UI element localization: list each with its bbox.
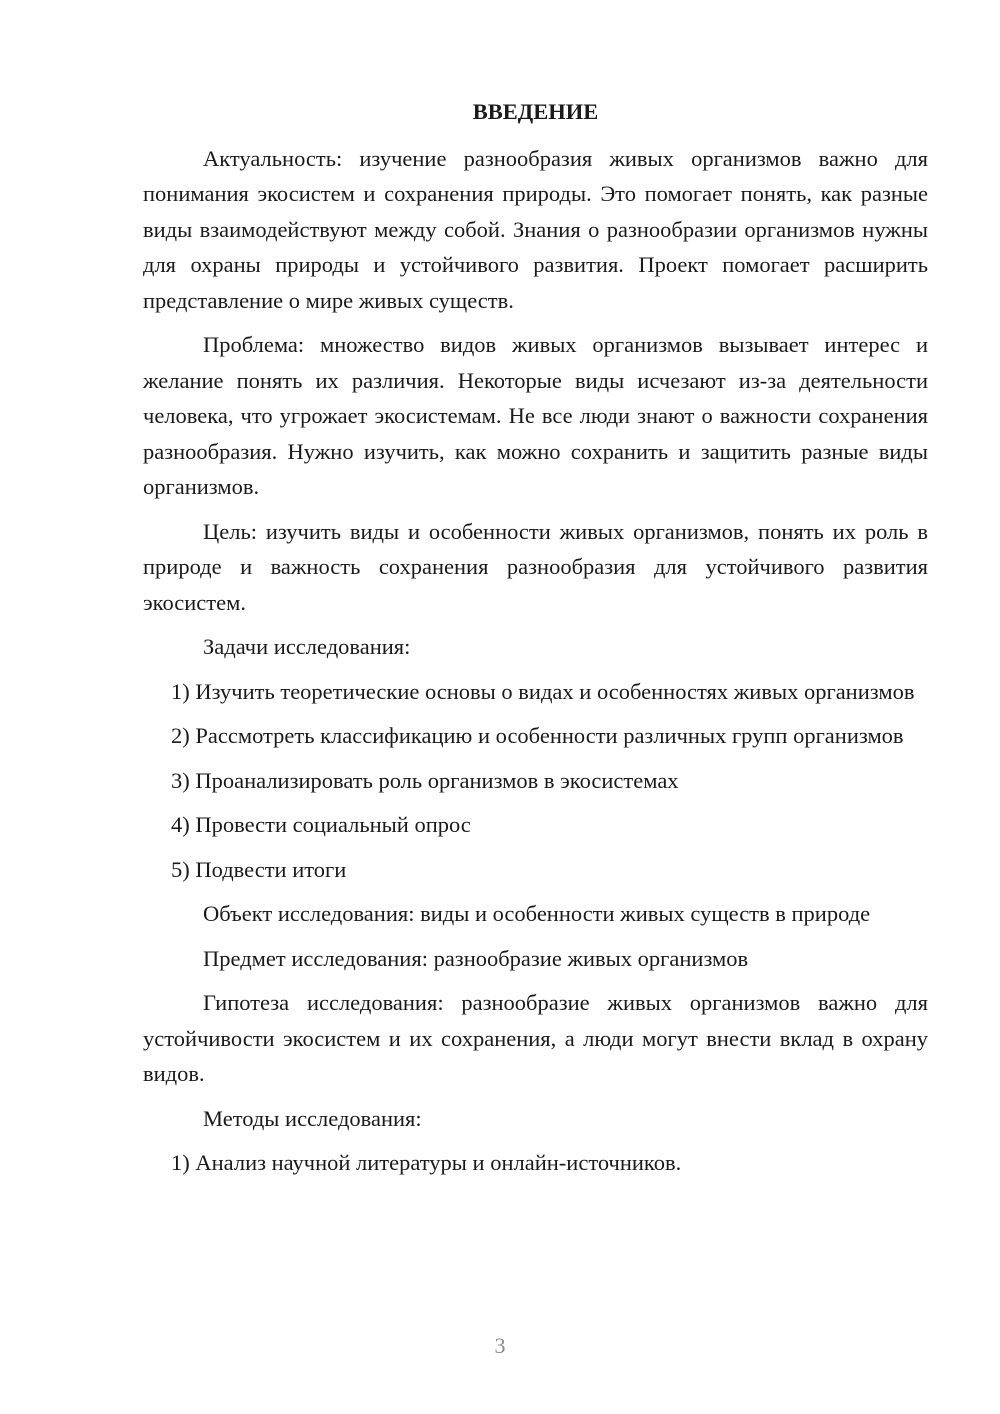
goal-paragraph: Цель: изучить виды и особенности живых организмов, понять их роль в природе и важность сохранения разнообразия для устойчивого развития экосистем. xyxy=(143,518,928,615)
task-item: 5) Подвести итоги xyxy=(171,856,347,882)
tasks-heading: Задачи исследования: xyxy=(203,634,411,659)
object-paragraph: Объект исследования: виды и особенности живых существ в природе xyxy=(203,901,871,926)
relevance-paragraph: Актуальность: изучение разнообразия живых организмов важно для понимания экосистем и сохранения природы. Это помогает понять, как разные виды взаимодействуют между собой. Знания о разнообразии организмов нужны для охраны природы и устойчивого развития. Проект помогает расширить представление о мире живых существ. xyxy=(143,145,928,313)
task-item: 1) Изучить теоретические основы о видах и особенностях живых организмов xyxy=(171,678,915,704)
task-item: 3) Проанализировать роль организмов в экосистемах xyxy=(171,767,679,793)
subject-paragraph: Предмет исследования: разнообразие живых организмов xyxy=(203,945,749,971)
document-page xyxy=(143,94,928,1190)
task-item: 4) Провести социальный опрос xyxy=(171,812,471,837)
hypothesis-paragraph: Гипотеза исследования: разнообразие живых организмов важно для устойчивости экосистем и их сохранения, а люди могут внести вклад в охрану видов. xyxy=(143,990,928,1086)
page-number: 3 xyxy=(494,1333,506,1358)
problem-paragraph: Проблема: множество видов живых организмов вызывает интерес и желание понять их различия. Некоторые виды исчезают из-за деятельности человека, что угрожает экосистемам. Не все люди знают о важности сохранения разнообразия. Нужно изучить, как можно сохранить и защитить разные виды организмов. xyxy=(143,332,928,499)
document-title: ВВЕДЕНИЕ xyxy=(472,99,599,124)
method-item: 1) Анализ научной литературы и онлайн-источников. xyxy=(171,1150,682,1175)
task-item: 2) Рассмотреть классификацию и особенности различных групп организмов xyxy=(171,723,904,748)
methods-heading: Методы исследования: xyxy=(203,1105,422,1131)
